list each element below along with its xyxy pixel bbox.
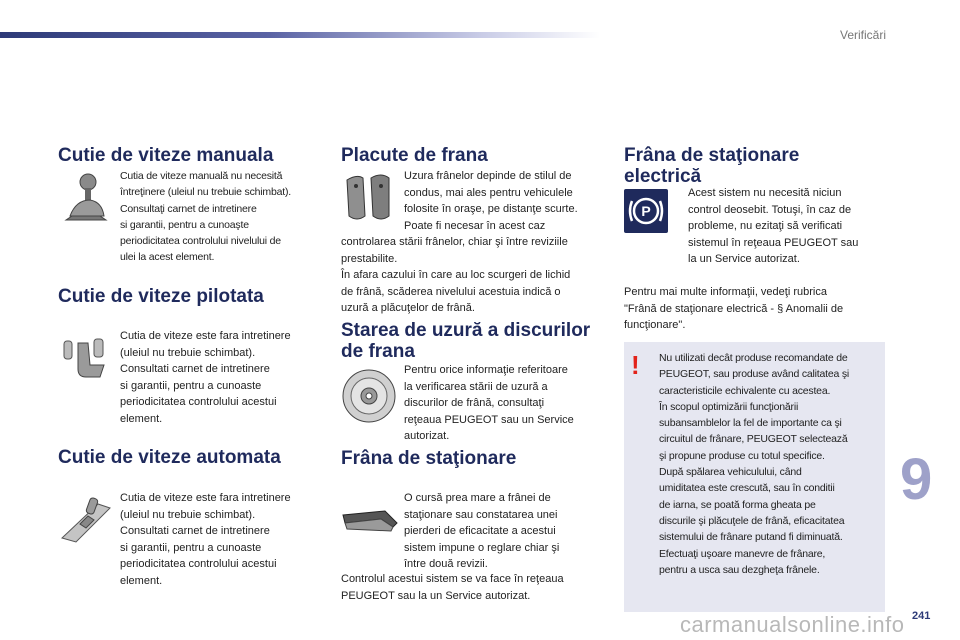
heading-electric-parking-brake: Frâna de staţionare electrică — [624, 145, 800, 187]
warning-exclamation-icon: ! — [631, 350, 640, 380]
brake-pads-text: controlarea stării frânelor, chiar şi între reviziile prestabilite. În afara cazului în care au loc scurgeri de lichid de frână, scăderea nivelului acestuia indică o uzură a plăcuţelor de frână. — [341, 236, 571, 314]
warning-note-text: Nu utilizati decât produse recomandate de PEUGEOT, sau produse având calitatea şi caracteristicile echivalente cu acestea. În scopul optimizării funcţionării subansamblelor la fel de importante ca şi circuitul de frânare, PEUGEOT selectează şi propune produse cu totul specifice. După spălarea vehiculului, când umiditatea este crescută, sau în conditii de iarna, se poată forma gheata pe discurile şi plăcuţele de frână, eficacitatea sistemului de frânare putand fi diminuată. Efectuaţi uşoare manevre de frânare, pentru a usca sau dezgheţa frânele. — [659, 352, 850, 576]
heading-manual-gearbox: Cutie de viteze manuala — [58, 145, 274, 166]
piloted-gearbox-icon — [60, 335, 112, 381]
electric-parking-brake-icon — [624, 189, 668, 233]
heading-piloted-gearbox: Cutie de viteze pilotata — [58, 286, 264, 307]
chapter-number: 9 — [900, 447, 931, 512]
header-bar — [0, 32, 600, 38]
automatic-gearbox-icon — [58, 494, 114, 544]
page-number: 241 — [912, 610, 931, 622]
parking-brake-lever-icon — [341, 505, 401, 537]
manual-gearbox-icon — [60, 172, 110, 224]
heading-brake-discs: Starea de uzură a discurilor de frana — [341, 320, 591, 362]
manual-gearbox-text: Cutia de viteze manuală nu necesită întreţinere (uleiul nu trebuie schimbat). Consultaţi carnet de intretinere si garantii, pentru a cunoaşte periodicitatea controlului nivelului de ulei la acest element. — [120, 170, 291, 264]
piloted-gearbox-text: Cutia de viteze este fara intretinere (uleiul nu trebuie schimbat). Consultati carnet de intretinere si garantii, pentru a cunoaste periodicitatea controlului acestui element. — [120, 330, 291, 425]
brake-pads-text-beside: Uzura frânelor depinde de stilul de condus, mai ales pentru vehiculele folosite în oraşe, pe distanţe scurte. Poate fi necesar în acest caz — [404, 170, 578, 232]
brake-pads-icon — [341, 172, 397, 224]
heading-brake-pads: Placute de frana — [341, 145, 488, 166]
automatic-gearbox-text: Cutia de viteze este fara intretinere (uleiul nu trebuie schimbat). Consultati carnet de intretinere si garantii, pentru a cunoaste periodicitatea controlului acestui element. — [120, 492, 291, 587]
parking-brake-text: Controlul acestui sistem se va face în reţeaua PEUGEOT sau la un Service autorizat. — [341, 573, 564, 602]
electric-parking-brake-more-info: Pentru mai multe informaţii, vedeţi rubrica "Frână de staţionare electrică - § Anomalii de funcţionare". — [624, 286, 844, 331]
brake-discs-text: Pentru orice informaţie referitoare la verificarea stării de uzură a discurilor de frână, consultaţi reţeaua PEUGEOT sau un Service autorizat. — [404, 364, 574, 442]
electric-parking-brake-text: Acest sistem nu necesită niciun control deosebit. Totuşi, în caz de probleme, nu ezitaţi să verificati sistemul în reţeaua PEUGEOT sau la un Service autorizat. — [688, 187, 859, 265]
watermark: carmanualsonline.info — [680, 612, 905, 637]
section-title: Verificări — [839, 28, 886, 42]
svg-text:P: P — [641, 203, 651, 219]
heading-parking-brake: Frâna de staţionare — [341, 448, 517, 469]
brake-disc-icon — [340, 367, 398, 425]
heading-automatic-gearbox: Cutie de viteze automata — [58, 447, 281, 468]
parking-brake-text-beside: O cursă prea mare a frânei de staţionare sau constatarea unei pierderi de eficacitate a acestui sistem impune o reglare chiar şi între două revizii. — [404, 492, 560, 570]
